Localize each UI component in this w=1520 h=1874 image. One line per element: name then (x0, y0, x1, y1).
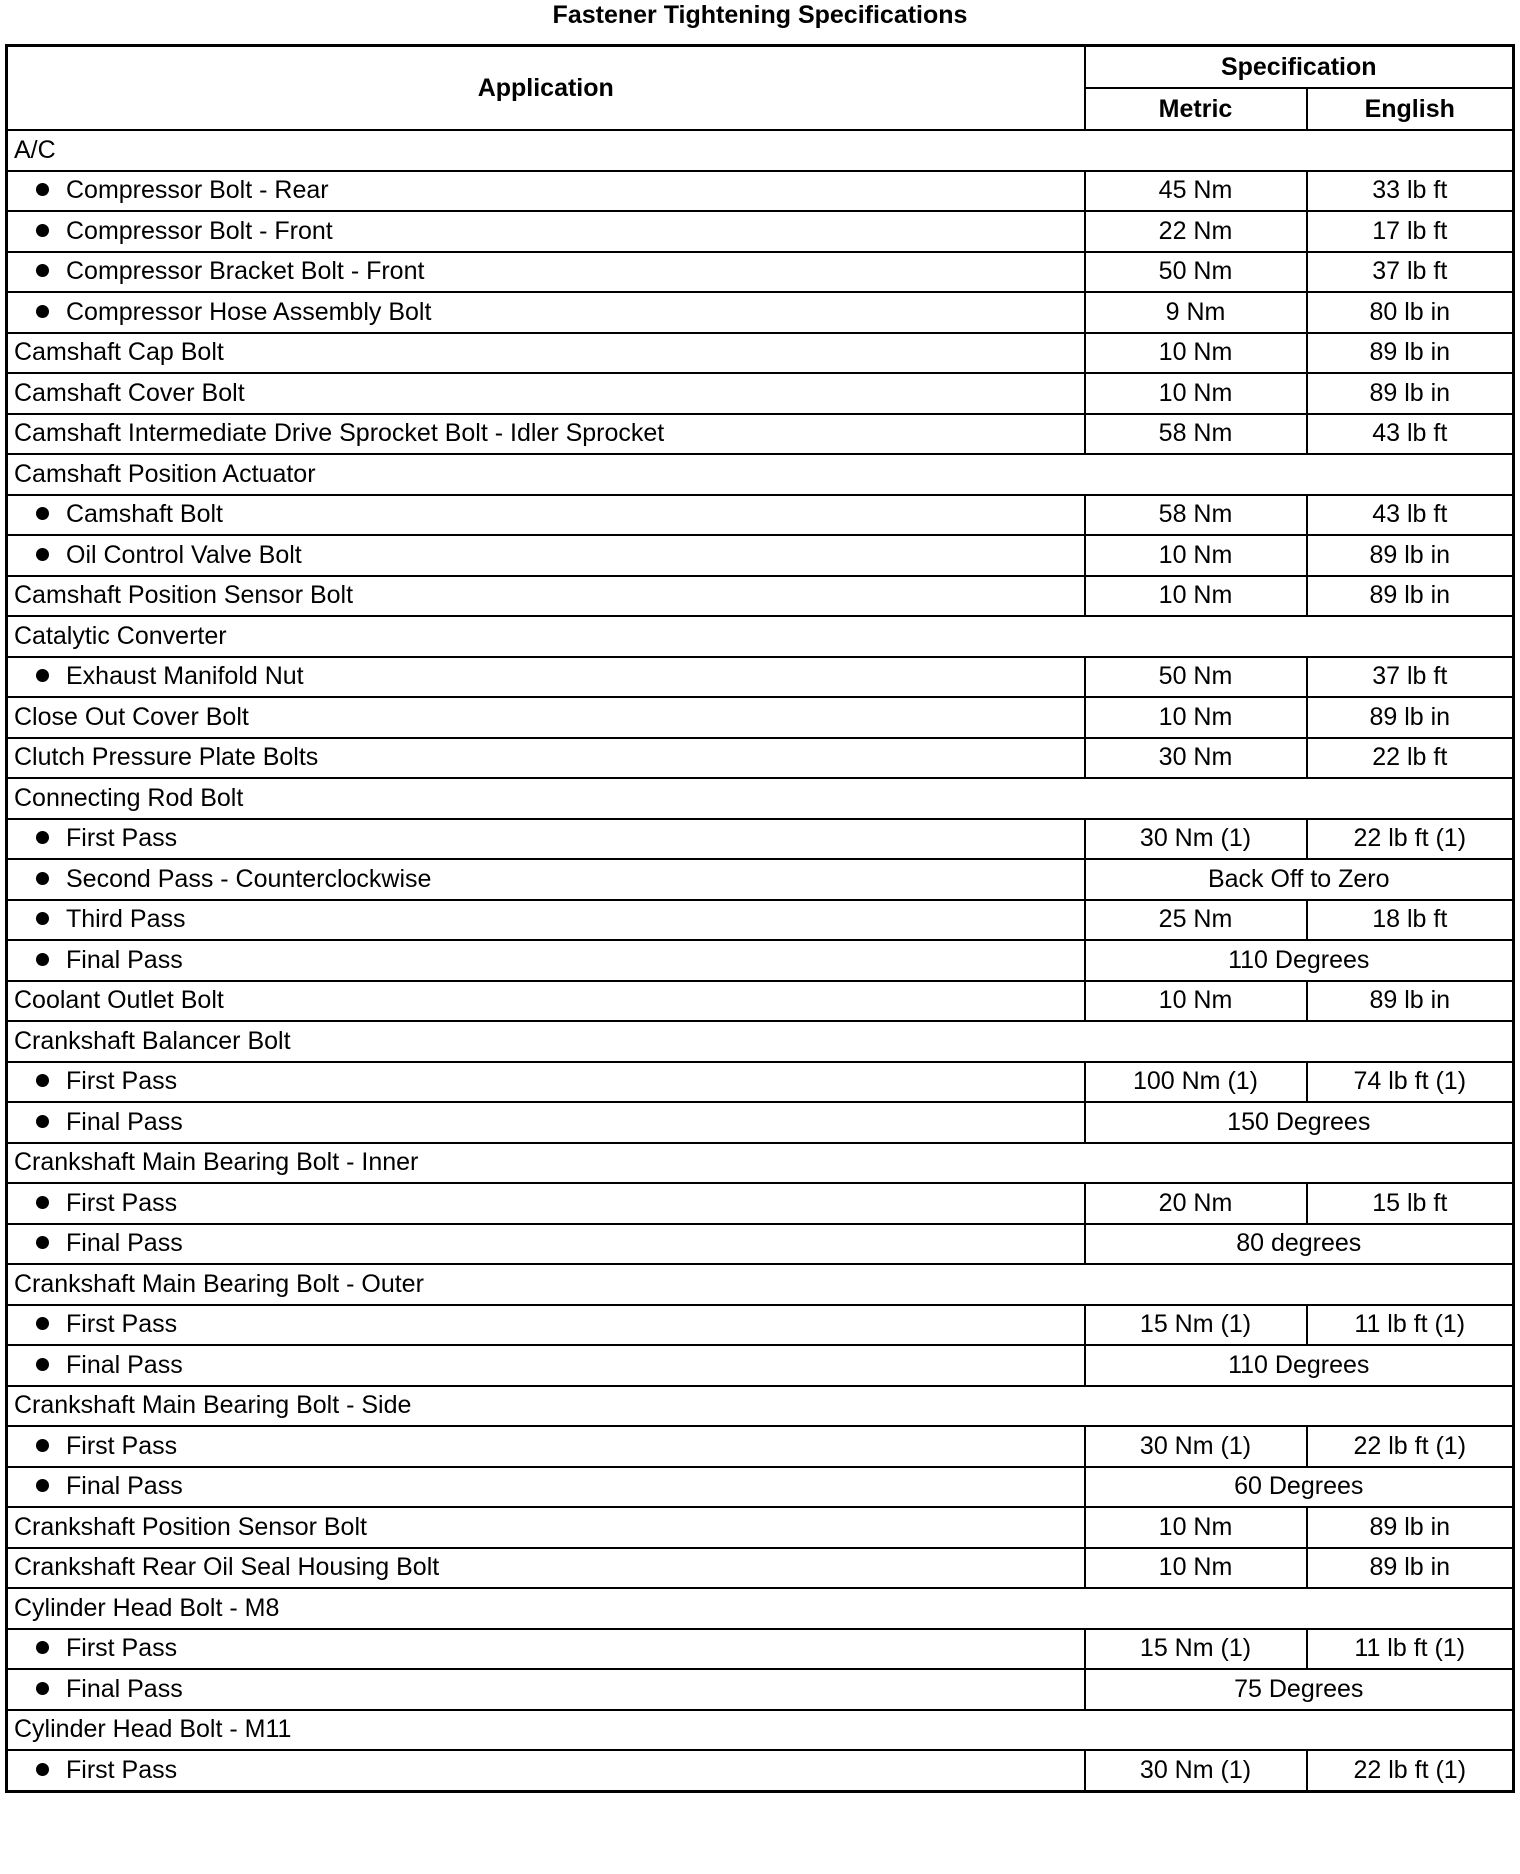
application-label: Camshaft Intermediate Drive Sprocket Bolt - Idler Sprocket (14, 419, 665, 448)
table-row (7, 1588, 1514, 1629)
bullet-icon (36, 1115, 49, 1128)
table-row (7, 1710, 1514, 1751)
table-row (7, 1386, 1514, 1427)
english-cell: 89 lb in (1307, 373, 1514, 414)
application-label: First Pass (66, 1431, 178, 1460)
application-cell (7, 1102, 1085, 1143)
application-cell (7, 900, 1085, 941)
english-cell: 17 lb ft (1307, 211, 1514, 252)
table-row (7, 373, 1514, 414)
application-label: Compressor Bolt - Rear (66, 176, 329, 205)
table-row (7, 1426, 1514, 1467)
table-row (7, 738, 1514, 779)
bullet-icon (36, 831, 49, 844)
application-cell (7, 576, 1085, 617)
table-row (7, 1062, 1514, 1103)
application-cell (7, 171, 1085, 212)
english-cell: 22 lb ft (1) (1307, 1426, 1514, 1467)
metric-cell: 30 Nm (1) (1085, 1750, 1307, 1791)
english-cell: 43 lb ft (1307, 495, 1514, 536)
application-cell (7, 1588, 1514, 1629)
metric-cell: 10 Nm (1085, 1507, 1307, 1548)
table-row (7, 1224, 1514, 1265)
application-label: First Pass (66, 1755, 178, 1784)
bullet-icon (36, 1196, 49, 1209)
table-row (7, 1669, 1514, 1710)
bullet-icon (36, 1682, 49, 1695)
application-label: Oil Control Valve Bolt (66, 540, 302, 569)
application-cell (7, 859, 1085, 900)
application-label: Cylinder Head Bolt - M11 (14, 1715, 292, 1744)
application-cell (7, 1750, 1085, 1791)
application-label: Final Pass (66, 1674, 183, 1703)
application-label: Camshaft Cap Bolt (14, 338, 224, 367)
application-label: Crankshaft Position Sensor Bolt (14, 1512, 367, 1541)
english-cell: 18 lb ft (1307, 900, 1514, 941)
table-row (7, 535, 1514, 576)
metric-cell: 25 Nm (1085, 900, 1307, 941)
application-cell (7, 1629, 1085, 1670)
application-cell (7, 252, 1085, 293)
application-cell (7, 1183, 1085, 1224)
application-label: Compressor Hose Assembly Bolt (66, 297, 432, 326)
application-label: Connecting Rod Bolt (14, 783, 244, 812)
table-row (7, 900, 1514, 941)
table-row (7, 495, 1514, 536)
table-row (7, 1305, 1514, 1346)
table-row (7, 657, 1514, 698)
metric-cell: 20 Nm (1085, 1183, 1307, 1224)
english-cell: 89 lb in (1307, 981, 1514, 1022)
bullet-icon (36, 953, 49, 966)
application-cell (7, 535, 1085, 576)
application-cell (7, 1710, 1514, 1751)
spec-span-cell: 110 Degrees (1085, 940, 1514, 981)
application-cell (7, 940, 1085, 981)
spec-span-cell: 60 Degrees (1085, 1467, 1514, 1508)
english-cell: 80 lb in (1307, 292, 1514, 333)
bullet-icon (36, 1439, 49, 1452)
application-cell (7, 1143, 1514, 1184)
english-cell: 37 lb ft (1307, 657, 1514, 698)
application-cell (7, 697, 1085, 738)
table-row (7, 1345, 1514, 1386)
application-cell (7, 1386, 1514, 1427)
table-row (7, 940, 1514, 981)
application-label: Crankshaft Main Bearing Bolt - Outer (14, 1269, 424, 1298)
english-cell: 74 lb ft (1) (1307, 1062, 1514, 1103)
table-row (7, 1143, 1514, 1184)
application-cell (7, 1264, 1514, 1305)
metric-cell: 100 Nm (1) (1085, 1062, 1307, 1103)
table-row (7, 292, 1514, 333)
application-label: Final Pass (66, 1107, 183, 1136)
metric-cell: 10 Nm (1085, 1548, 1307, 1589)
english-cell: 89 lb in (1307, 1507, 1514, 1548)
application-label: First Pass (66, 1634, 178, 1663)
application-label: Close Out Cover Bolt (14, 702, 249, 731)
table-row (7, 414, 1514, 455)
application-cell (7, 1426, 1085, 1467)
metric-cell: 30 Nm (1) (1085, 819, 1307, 860)
application-label: Crankshaft Balancer Bolt (14, 1026, 291, 1055)
english-cell: 43 lb ft (1307, 414, 1514, 455)
table-row (7, 1548, 1514, 1589)
application-cell (7, 778, 1514, 819)
metric-cell: 10 Nm (1085, 535, 1307, 576)
bullet-icon (36, 669, 49, 682)
table-row (7, 454, 1514, 495)
metric-cell: 9 Nm (1085, 292, 1307, 333)
table-row (7, 576, 1514, 617)
bullet-icon (36, 1763, 49, 1776)
header-specification: Specification (1085, 46, 1514, 89)
table-row (7, 778, 1514, 819)
bullet-icon (36, 1358, 49, 1371)
metric-cell: 10 Nm (1085, 333, 1307, 374)
application-label: Camshaft Bolt (66, 500, 224, 529)
metric-cell: 45 Nm (1085, 171, 1307, 212)
table-row (7, 130, 1514, 171)
metric-cell: 58 Nm (1085, 414, 1307, 455)
application-cell (7, 1467, 1085, 1508)
application-cell (7, 1345, 1085, 1386)
header-application: Application (7, 46, 1085, 131)
english-cell: 22 lb ft (1) (1307, 819, 1514, 860)
application-cell (7, 292, 1085, 333)
bullet-icon (36, 183, 49, 196)
table-row (7, 1264, 1514, 1305)
application-label: Final Pass (66, 1229, 183, 1258)
metric-cell: 10 Nm (1085, 697, 1307, 738)
application-label: Camshaft Cover Bolt (14, 378, 245, 407)
header-english: English (1307, 88, 1514, 130)
spec-span-cell: 75 Degrees (1085, 1669, 1514, 1710)
application-label: Cylinder Head Bolt - M8 (14, 1593, 280, 1622)
english-cell: 15 lb ft (1307, 1183, 1514, 1224)
application-cell (7, 1305, 1085, 1346)
application-cell (7, 738, 1085, 779)
metric-cell: 15 Nm (1) (1085, 1629, 1307, 1670)
application-cell (7, 1669, 1085, 1710)
application-label: Camshaft Position Sensor Bolt (14, 581, 354, 610)
application-label: Compressor Bracket Bolt - Front (66, 257, 425, 286)
application-label: Crankshaft Main Bearing Bolt - Side (14, 1391, 412, 1420)
metric-cell: 22 Nm (1085, 211, 1307, 252)
application-label: Coolant Outlet Bolt (14, 986, 224, 1015)
application-cell (7, 454, 1514, 495)
application-cell (7, 373, 1085, 414)
table-row (7, 252, 1514, 293)
metric-cell: 30 Nm (1) (1085, 1426, 1307, 1467)
application-label: First Pass (66, 1310, 178, 1339)
application-cell (7, 211, 1085, 252)
table-row (7, 859, 1514, 900)
spec-table (5, 44, 1515, 1793)
metric-cell: 58 Nm (1085, 495, 1307, 536)
table-row (7, 697, 1514, 738)
english-cell: 89 lb in (1307, 576, 1514, 617)
table-row (7, 1183, 1514, 1224)
metric-cell: 30 Nm (1085, 738, 1307, 779)
table-row (7, 1467, 1514, 1508)
application-cell (7, 616, 1514, 657)
english-cell: 22 lb ft (1) (1307, 1750, 1514, 1791)
application-label: First Pass (66, 1188, 178, 1217)
english-cell: 89 lb in (1307, 697, 1514, 738)
bullet-icon (36, 912, 49, 925)
metric-cell: 50 Nm (1085, 657, 1307, 698)
table-row (7, 171, 1514, 212)
spec-table-body (7, 130, 1514, 1791)
table-row (7, 1507, 1514, 1548)
english-cell: 89 lb in (1307, 333, 1514, 374)
english-cell: 89 lb in (1307, 1548, 1514, 1589)
english-cell: 37 lb ft (1307, 252, 1514, 293)
english-cell: 33 lb ft (1307, 171, 1514, 212)
application-label: Crankshaft Rear Oil Seal Housing Bolt (14, 1553, 440, 1582)
english-cell: 11 lb ft (1) (1307, 1629, 1514, 1670)
bullet-icon (36, 305, 49, 318)
application-label: Crankshaft Main Bearing Bolt - Inner (14, 1148, 419, 1177)
table-row (7, 211, 1514, 252)
application-label: Third Pass (66, 905, 186, 934)
metric-cell: 50 Nm (1085, 252, 1307, 293)
bullet-icon (36, 224, 49, 237)
application-label: Exhaust Manifold Nut (66, 662, 304, 691)
english-cell: 22 lb ft (1307, 738, 1514, 779)
application-label: Second Pass - Counterclockwise (66, 864, 432, 893)
application-cell (7, 981, 1085, 1022)
metric-cell: 10 Nm (1085, 373, 1307, 414)
spec-span-cell: Back Off to Zero (1085, 859, 1514, 900)
bullet-icon (36, 1074, 49, 1087)
application-cell (7, 1507, 1085, 1548)
application-cell (7, 657, 1085, 698)
header-metric: Metric (1085, 88, 1307, 130)
application-label: Clutch Pressure Plate Bolts (14, 743, 319, 772)
application-label: Final Pass (66, 945, 183, 974)
application-label: A/C (14, 135, 56, 164)
spec-span-cell: 110 Degrees (1085, 1345, 1514, 1386)
bullet-icon (36, 1479, 49, 1492)
bullet-icon (36, 1236, 49, 1249)
bullet-icon (36, 507, 49, 520)
application-label: Final Pass (66, 1350, 183, 1379)
application-cell (7, 1224, 1085, 1265)
application-cell (7, 1062, 1085, 1103)
table-row (7, 616, 1514, 657)
bullet-icon (36, 264, 49, 277)
application-label: Catalytic Converter (14, 621, 227, 650)
application-label: Final Pass (66, 1472, 183, 1501)
bullet-icon (36, 1641, 49, 1654)
spec-span-cell: 150 Degrees (1085, 1102, 1514, 1143)
application-label: Compressor Bolt - Front (66, 216, 333, 245)
table-row (7, 981, 1514, 1022)
header-row-top (7, 46, 1514, 89)
application-label: First Pass (66, 824, 178, 853)
metric-cell: 10 Nm (1085, 981, 1307, 1022)
application-label: First Pass (66, 1067, 178, 1096)
table-row (7, 819, 1514, 860)
application-cell (7, 414, 1085, 455)
application-cell (7, 1548, 1085, 1589)
page-title: Fastener Tightening Specifications (552, 1, 968, 29)
bullet-icon (36, 1317, 49, 1330)
metric-cell: 10 Nm (1085, 576, 1307, 617)
english-cell: 89 lb in (1307, 535, 1514, 576)
application-cell (7, 819, 1085, 860)
metric-cell: 15 Nm (1) (1085, 1305, 1307, 1346)
table-row (7, 1750, 1514, 1791)
application-cell (7, 333, 1085, 374)
application-cell (7, 1021, 1514, 1062)
table-row (7, 1629, 1514, 1670)
bullet-icon (36, 548, 49, 561)
application-cell (7, 495, 1085, 536)
english-cell: 11 lb ft (1) (1307, 1305, 1514, 1346)
spec-span-cell: 80 degrees (1085, 1224, 1514, 1265)
application-cell (7, 130, 1514, 171)
table-row (7, 1102, 1514, 1143)
bullet-icon (36, 872, 49, 885)
table-row (7, 1021, 1514, 1062)
table-row (7, 333, 1514, 374)
application-label: Camshaft Position Actuator (14, 459, 316, 488)
